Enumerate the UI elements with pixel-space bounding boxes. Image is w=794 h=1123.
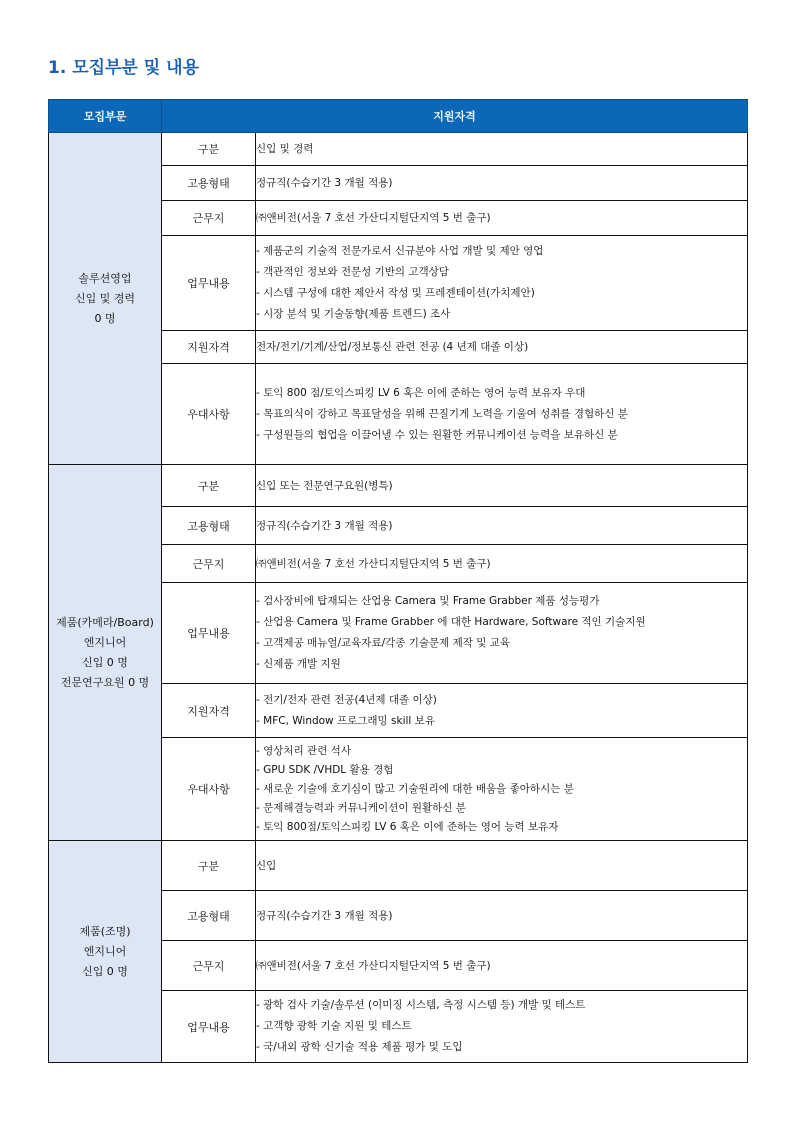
item-content [256,364,748,465]
item-content [256,583,748,684]
item-label: 우대사항 [162,364,256,465]
item-content [256,991,748,1063]
content-line: - 새로운 기술에 호기심이 많고 기술원리에 대한 배움을 좋아하시는 분 [256,780,747,799]
item-label: 고용형태 [162,891,256,941]
content-line: - 제품군의 기술적 전문가로서 신규분야 사업 개발 및 제안 영업 [256,241,747,262]
department-line: 제품(조명) [79,924,131,938]
content-line: 정규직(수습기간 3 개월 적용) [256,177,393,189]
item-label: 업무내용 [162,583,256,684]
item-label: 지원자격 [162,331,256,364]
content-line: - 구성원들의 협업을 이끌어낼 수 있는 원활한 커뮤니케이션 능력을 보유하신 분 [256,425,747,446]
item-label: 근무지 [162,201,256,236]
table-body [49,133,748,1063]
item-label: 고용형태 [162,507,256,545]
item-label: 근무지 [162,545,256,583]
department-line: 솔루션영업 [78,271,132,285]
content-line: 전자/전기/기계/산업/정보통신 관련 전공 (4 년제 대졸 이상) [256,341,529,353]
content-line: - 국/내외 광학 신기술 적용 제품 평가 및 도입 [256,1037,747,1058]
table-row [49,465,748,507]
content-line: 정규직(수습기간 3 개월 적용) [256,519,393,532]
content-line: - 토익 800점/토익스피킹 LV 6 혹은 이에 준하는 영어 능력 보유자 [256,818,747,837]
content-line: 신입 및 경력 [256,143,314,155]
department-line: 전문연구요원 0 명 [60,675,150,689]
content-line: - MFC, Window 프로그래밍 skill 보유 [256,711,747,732]
content-line: 신입 또는 전문연구요원(병특) [256,479,393,492]
content-line: - 객관적인 정보와 전문성 기반의 고객상담 [256,262,747,283]
header-qualification: 지원자격 [162,100,748,133]
content-line: 신입 [256,859,277,872]
content-line: - 광학 검사 기술/솔루션 (이미징 시스템, 측정 시스템 등) 개발 및 테스트 [256,995,747,1016]
content-line: - 신제품 개발 지원 [256,654,747,675]
content-line: - 고객향 광학 기술 지원 및 테스트 [256,1016,747,1037]
department-cell [49,841,162,1063]
header-dept: 모집부문 [49,100,162,133]
department-line: 제품(카메라/Board) [56,615,154,629]
content-line: - 시스템 구성에 대한 제안서 작성 및 프레젠테이션(가치제안) [256,283,747,304]
content-line: ㈜앤비전(서울 7 호선 가산디지털단지역 5 번 출구) [256,557,491,570]
content-line: - 검사장비에 탑재되는 산업용 Camera 및 Frame Grabber 제품 성능평가 [256,591,747,612]
item-content [256,166,748,201]
department-line: 신입 0 명 [82,655,128,669]
content-line: ㈜앤비전(서울 7 호선 가산디지털단지역 5 번 출구) [256,959,491,972]
content-line: ㈜앤비전(서울 7 호선 가산디지털단지역 5 번 출구) [256,212,491,224]
content-line: - 토익 800 점/토익스피킹 LV 6 혹은 이에 준하는 영어 능력 보유자 우대 [256,383,747,404]
table-header-row [49,100,748,133]
item-content [256,331,748,364]
item-content [256,133,748,166]
item-content [256,201,748,236]
department-line: 0 명 [94,311,116,325]
item-content [256,841,748,891]
content-line: - 문제해결능력과 커뮤니케이션이 원활하신 분 [256,799,747,818]
content-line: - 시장 분석 및 기술동향(제품 트렌드) 조사 [256,304,747,325]
table-row [49,841,748,891]
department-cell [49,465,162,841]
item-content [256,891,748,941]
recruitment-table [48,99,748,1063]
department-line: 신입 0 명 [82,964,128,978]
item-content [256,465,748,507]
item-content [256,236,748,331]
content-line: - 산업용 Camera 및 Frame Grabber 에 대한 Hardware, Software 적인 기술지원 [256,612,747,633]
item-content [256,941,748,991]
content-line: 정규직(수습기간 3 개월 적용) [256,909,393,922]
item-label: 우대사항 [162,738,256,841]
department-line: 엔지니어 [83,944,127,958]
section-title: 1. 모집부분 및 내용 [48,58,199,78]
item-label: 근무지 [162,941,256,991]
item-label: 업무내용 [162,991,256,1063]
item-label: 고용형태 [162,166,256,201]
department-cell [49,133,162,465]
item-content [256,507,748,545]
item-label: 구분 [162,841,256,891]
table-row [49,133,748,166]
content-line: - 전기/전자 관련 전공(4년제 대졸 이상) [256,690,747,711]
item-content [256,545,748,583]
content-line: - 고객제공 매뉴얼/교육자료/각종 기술문제 제작 및 교육 [256,633,747,654]
content-line: - 목표의식이 강하고 목표달성을 위해 끈질기게 노력을 기울여 성취를 경험하신 분 [256,404,747,425]
item-label: 지원자격 [162,684,256,738]
department-line: 신입 및 경력 [74,291,136,305]
content-line: - GPU SDK /VHDL 활용 경험 [256,761,747,780]
department-line: 엔지니어 [83,635,127,649]
item-label: 업무내용 [162,236,256,331]
item-label: 구분 [162,465,256,507]
item-label: 구분 [162,133,256,166]
content-line: - 영상처리 관련 석사 [256,742,747,761]
item-content [256,738,748,841]
item-content [256,684,748,738]
